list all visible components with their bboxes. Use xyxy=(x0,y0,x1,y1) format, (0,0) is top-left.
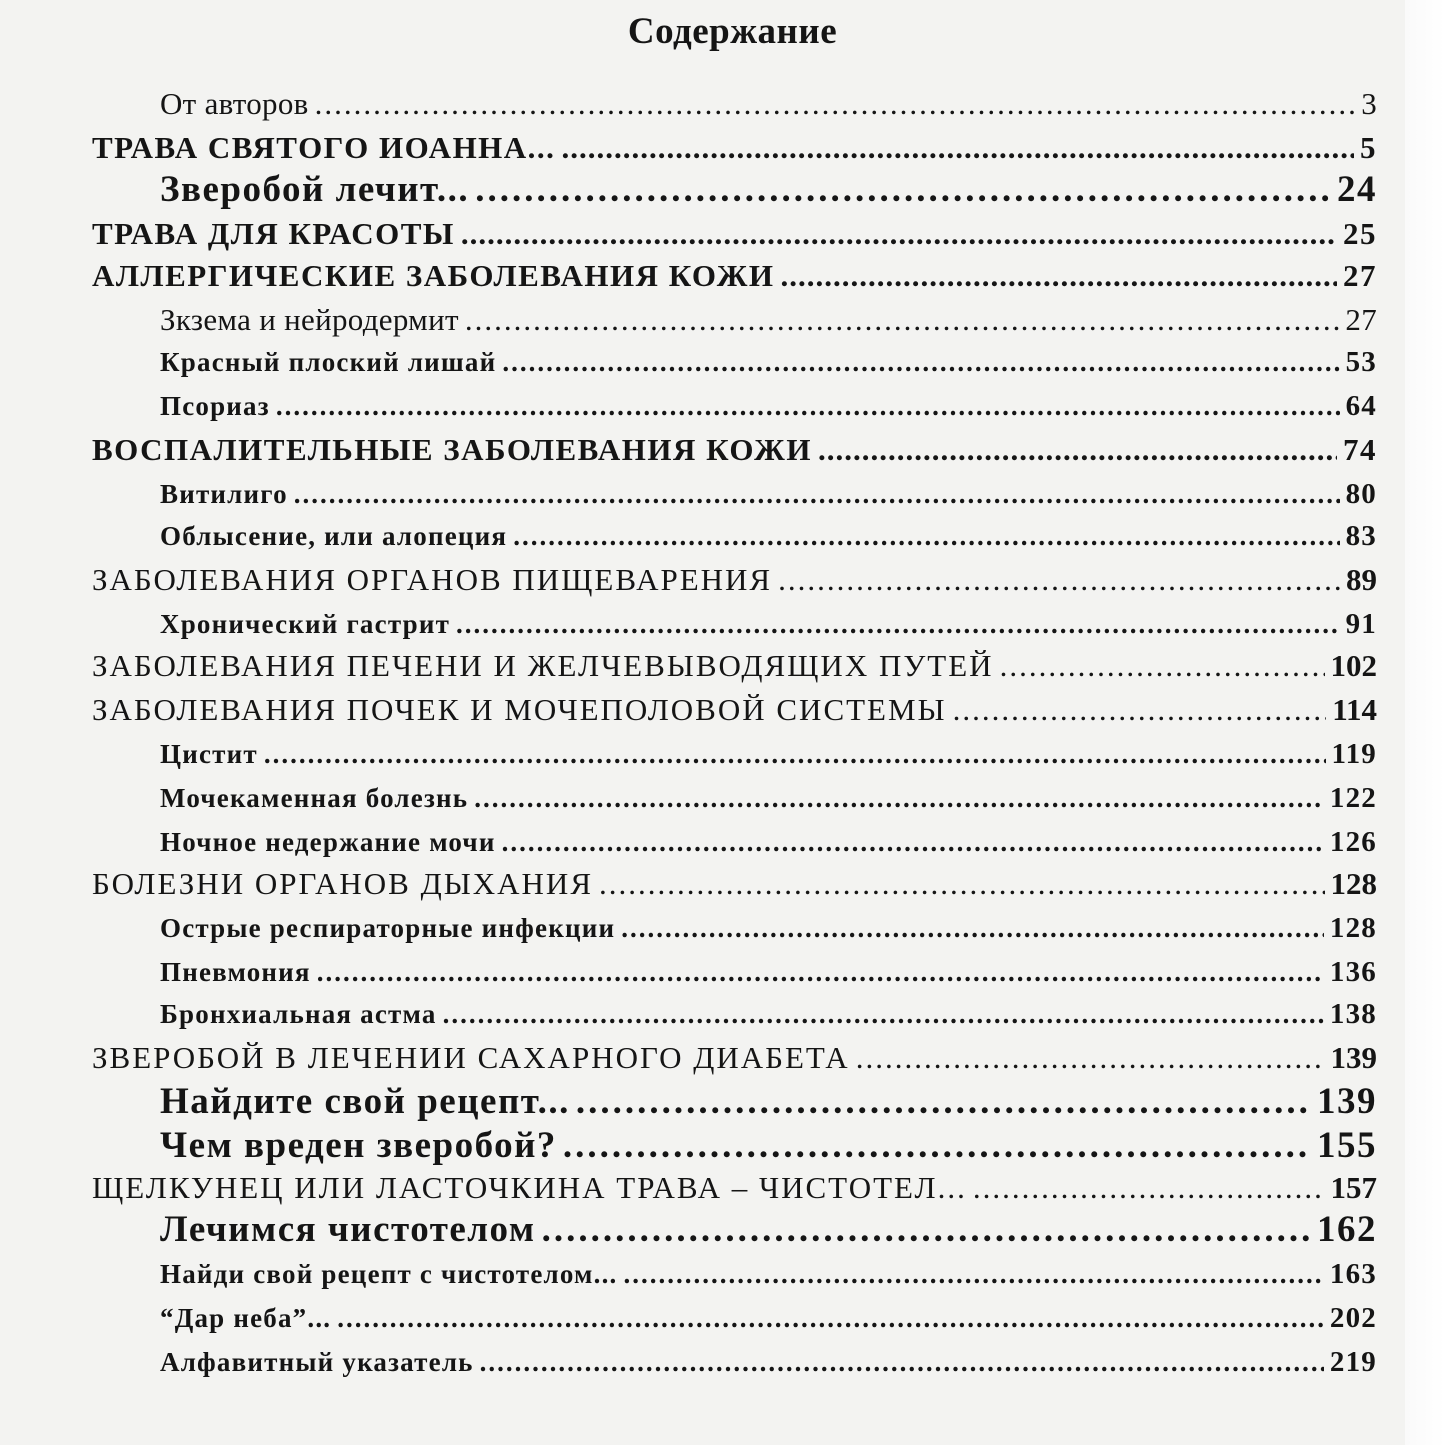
toc-entry-label: ТРАВА СВЯТОГО ИОАННА... xyxy=(92,130,556,165)
toc-entry-label: ЗАБОЛЕВАНИЯ ОРГАНОВ ПИЩЕВАРЕНИЯ xyxy=(92,562,773,597)
toc-entry-label: Цистит xyxy=(160,739,258,769)
toc-leader-dots xyxy=(561,130,1354,166)
toc-entry-label: “Дар неба”... xyxy=(160,1303,332,1333)
toc-entry-page: 5 xyxy=(1360,130,1377,165)
toc-entry-page: 155 xyxy=(1317,1125,1377,1166)
toc-entry-label: ЗВЕРОБОЙ В ЛЕЧЕНИИ САХАРНОГО ДИАБЕТА xyxy=(92,1040,850,1075)
toc-entry[interactable] xyxy=(160,826,1377,859)
toc-entry-page: 83 xyxy=(1345,520,1377,552)
toc-entry[interactable] xyxy=(160,520,1377,553)
toc-entry[interactable] xyxy=(160,478,1377,511)
toc-entry-label: Бронхиальная астма xyxy=(160,999,437,1029)
toc-entry-label: Найди свой рецепт с чистотелом... xyxy=(160,1259,618,1289)
toc-entry[interactable] xyxy=(92,1040,1377,1076)
toc-entry[interactable] xyxy=(160,302,1377,338)
toc-leader-dots xyxy=(480,1347,1324,1378)
toc-entry[interactable] xyxy=(92,216,1377,252)
toc-entry-label: Найдите свой рецепт... xyxy=(160,1081,570,1122)
toc-entry-label: Псориаз xyxy=(160,391,270,421)
page-edge xyxy=(1405,0,1445,1445)
toc-leader-dots xyxy=(461,216,1337,252)
toc-entry[interactable] xyxy=(160,998,1377,1031)
toc-entry[interactable] xyxy=(160,1080,1377,1123)
toc-leader-dots xyxy=(624,1259,1324,1290)
toc-entry-page: 202 xyxy=(1329,1302,1377,1334)
toc-entry-label: ЗАБОЛЕВАНИЯ ПОЧЕК И МОЧЕПОЛОВОЙ СИСТЕМЫ xyxy=(92,692,947,727)
toc-entry-page: 157 xyxy=(1330,1170,1377,1205)
toc-leader-dots xyxy=(973,1170,1325,1206)
toc-leader-dots xyxy=(599,866,1325,902)
toc-entry[interactable] xyxy=(160,1208,1377,1251)
page-title: Содержание xyxy=(627,11,838,52)
toc-entry-page: 128 xyxy=(1329,912,1377,944)
toc-entry-label: Красный плоский лишай xyxy=(160,347,497,377)
toc-leader-dots xyxy=(781,258,1337,294)
toc-entry[interactable] xyxy=(160,86,1377,122)
toc-entry-page: 89 xyxy=(1346,562,1377,597)
toc-entry[interactable] xyxy=(160,168,1377,211)
toc-entry-label: ЩЕЛКУНЕЦ ИЛИ ЛАСТОЧКИНА ТРАВА – ЧИСТОТЕЛ... xyxy=(92,1170,967,1205)
toc-leader-dots xyxy=(778,562,1340,598)
toc-entry-label: Хронический гастрит xyxy=(160,609,451,639)
toc-entry-page: 136 xyxy=(1329,956,1377,988)
toc-leader-dots xyxy=(443,999,1324,1030)
toc-entry[interactable] xyxy=(160,956,1377,989)
toc-entry[interactable] xyxy=(160,738,1377,771)
toc-leader-dots xyxy=(513,521,1339,552)
toc-leader-dots xyxy=(465,302,1340,338)
toc-leader-dots xyxy=(317,957,1324,988)
toc-entry-label: Пневмония xyxy=(160,957,311,987)
toc-entry[interactable] xyxy=(92,130,1377,166)
toc-leader-dots xyxy=(621,913,1324,944)
toc-entry-page: 27 xyxy=(1343,258,1377,293)
toc-entry[interactable] xyxy=(160,912,1377,945)
toc-entry[interactable] xyxy=(160,608,1377,641)
toc-entry-label: ТРАВА ДЛЯ КРАСОТЫ xyxy=(92,216,455,251)
toc-entry-label: Лечимся чистотелом xyxy=(160,1209,536,1250)
toc-entry-label: От авторов xyxy=(160,86,309,121)
toc-leader-dots xyxy=(337,1303,1324,1334)
toc-entry-page: 128 xyxy=(1330,866,1377,901)
toc-entry-label: ВОСПАЛИТЕЛЬНЫЕ ЗАБОЛЕВАНИЯ КОЖИ xyxy=(92,432,812,467)
toc-leader-dots xyxy=(315,86,1356,122)
toc-entry-page: 27 xyxy=(1345,302,1377,337)
toc-leader-dots xyxy=(264,739,1326,770)
toc-leader-dots xyxy=(474,783,1324,814)
toc-entry-page: 114 xyxy=(1332,692,1377,727)
toc-entry-page: 163 xyxy=(1329,1258,1377,1290)
toc-entry[interactable] xyxy=(92,562,1377,598)
toc-entry-page: 162 xyxy=(1317,1209,1377,1250)
toc-entry-page: 3 xyxy=(1361,86,1377,121)
toc-entry-label: Алфавитный указатель xyxy=(160,1347,474,1377)
toc-entry[interactable] xyxy=(92,432,1377,468)
toc-leader-dots xyxy=(276,391,1340,422)
toc-entry[interactable] xyxy=(92,692,1377,728)
toc-entry-label: Ночное недержание мочи xyxy=(160,827,496,857)
toc-entry-label: Чем вреден зверобой? xyxy=(160,1125,557,1166)
toc-entry-page: 119 xyxy=(1331,738,1377,770)
toc-entry-page: 219 xyxy=(1329,1346,1377,1378)
toc-entry[interactable] xyxy=(92,866,1377,902)
toc-leader-dots xyxy=(953,692,1327,728)
toc-leader-dots xyxy=(502,827,1324,858)
toc-leader-dots xyxy=(542,1208,1311,1251)
toc-entry[interactable] xyxy=(160,1258,1377,1291)
toc-entry-label: Зкзема и нейродермит xyxy=(160,302,459,337)
toc-entry-label: Облысение, или алопеция xyxy=(160,521,508,551)
toc-leader-dots xyxy=(818,432,1337,468)
toc-leader-dots xyxy=(502,347,1339,378)
toc-entry-page: 139 xyxy=(1330,1040,1377,1075)
toc-entry[interactable] xyxy=(160,390,1377,423)
toc-leader-dots xyxy=(856,1040,1325,1076)
toc-entry[interactable] xyxy=(92,1170,1377,1206)
toc-leader-dots xyxy=(475,168,1331,211)
toc-leader-dots xyxy=(563,1124,1311,1167)
toc-entry-page: 74 xyxy=(1343,432,1377,467)
toc-entry-page: 122 xyxy=(1329,782,1377,814)
toc-entry-label: Витилиго xyxy=(160,479,288,509)
toc-entry[interactable] xyxy=(160,346,1377,379)
toc-entry[interactable] xyxy=(160,782,1377,815)
toc-entry-label: Зверобой лечит... xyxy=(160,169,470,210)
toc-leader-dots xyxy=(294,479,1340,510)
toc-entry-page: 53 xyxy=(1345,346,1377,378)
toc-leader-dots xyxy=(456,609,1340,640)
toc-entry-page: 91 xyxy=(1345,608,1377,640)
toc-entry-label: АЛЛЕРГИЧЕСКИЕ ЗАБОЛЕВАНИЯ КОЖИ xyxy=(92,258,775,293)
toc-entry-page: 138 xyxy=(1329,998,1377,1030)
toc-entry-label: БОЛЕЗНИ ОРГАНОВ ДЫХАНИЯ xyxy=(92,866,593,901)
toc-entry-page: 126 xyxy=(1329,826,1377,858)
toc-entry[interactable] xyxy=(160,1302,1377,1335)
toc-entry-page: 80 xyxy=(1345,478,1377,510)
toc-entry-page: 139 xyxy=(1317,1081,1377,1122)
toc-entry-page: 25 xyxy=(1343,216,1377,251)
toc-entry-label: Острые респираторные инфекции xyxy=(160,913,616,943)
toc-entry-label: Мочекаменная болезнь xyxy=(160,783,469,813)
toc-leader-dots xyxy=(576,1080,1311,1123)
toc-entry-page: 102 xyxy=(1330,648,1377,683)
toc-entry-label: ЗАБОЛЕВАНИЯ ПЕЧЕНИ И ЖЕЛЧЕВЫВОДЯЩИХ ПУТЕЙ xyxy=(92,648,994,683)
toc-entry[interactable] xyxy=(160,1124,1377,1167)
toc-entry-page: 64 xyxy=(1345,390,1377,422)
toc-entry[interactable] xyxy=(92,258,1377,294)
toc-leader-dots xyxy=(1000,648,1325,684)
toc-entry[interactable] xyxy=(160,1346,1377,1379)
toc-entry[interactable] xyxy=(92,648,1377,684)
toc-entry-page: 24 xyxy=(1337,169,1377,210)
